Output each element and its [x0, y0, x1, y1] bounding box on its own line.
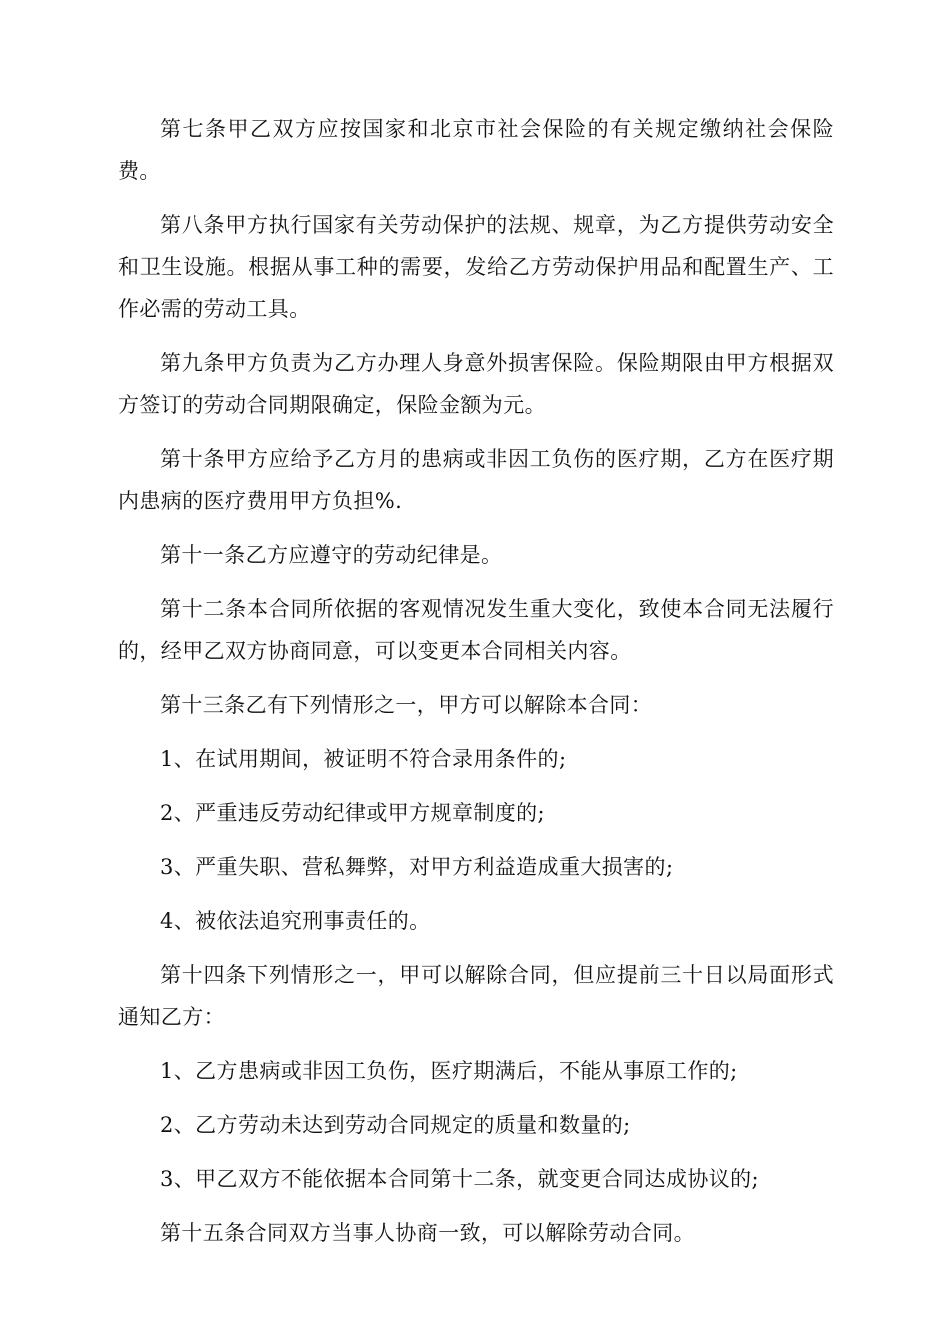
article-8-paragraph: 第八条甲方执行国家有关劳动保护的法规、规章，为乙方提供劳动安全和卫生设施。根据从事工种的需要，发给乙方劳动保护用品和配置生产、工作必需的劳动工具。	[118, 213, 834, 321]
article-13-item-3: 3、严重失职、营私舞弊，对甲方利益造成重大损害的;	[160, 855, 674, 879]
article-14-paragraph: 第十四条下列情形之一，甲可以解除合同，但应提前三十日以局面形式通知乙方：	[118, 963, 834, 1029]
document-body	[118, 108, 834, 1266]
article-9-paragraph: 第九条甲方负责为乙方办理人身意外损害保险。保险期限由甲方根据双方签订的劳动合同期限确定，保险金额为元。	[118, 351, 834, 417]
article-12-paragraph: 第十二条本合同所依据的客观情况发生重大变化，致使本合同无法履行的，经甲乙双方协商同意，可以变更本合同相关内容。	[118, 597, 834, 663]
article-15-paragraph: 第十五条合同双方当事人协商一致，可以解除劳动合同。	[160, 1221, 695, 1245]
article-14-item-2: 2、乙方劳动未达到劳动合同规定的质量和数量的;	[160, 1113, 631, 1137]
article-7-paragraph: 第七条甲乙双方应按国家和北京市社会保险的有关规定缴纳社会保险费。	[118, 117, 834, 183]
article-14-item-3: 3、甲乙双方不能依据本合同第十二条，就变更合同达成协议的;	[160, 1167, 760, 1191]
article-14-item-1: 1、乙方患病或非因工负伤，医疗期满后，不能从事原工作的;	[160, 1059, 738, 1083]
article-13-item-4: 4、被依法追究刑事责任的。	[160, 909, 431, 933]
article-11-paragraph: 第十一条乙方应遵守的劳动纪律是。	[160, 543, 503, 567]
article-10-paragraph: 第十条甲方应给予乙方月的患病或非因工负伤的医疗期，乙方在医疗期内患病的医疗费用甲方负担%.	[118, 447, 834, 513]
article-13-paragraph: 第十三条乙有下列情形之一，甲方可以解除本合同：	[160, 693, 653, 717]
article-13-item-2: 2、严重违反劳动纪律或甲方规章制度的;	[160, 801, 546, 825]
article-13-item-1: 1、在试用期间，被证明不符合录用条件的;	[160, 747, 567, 771]
